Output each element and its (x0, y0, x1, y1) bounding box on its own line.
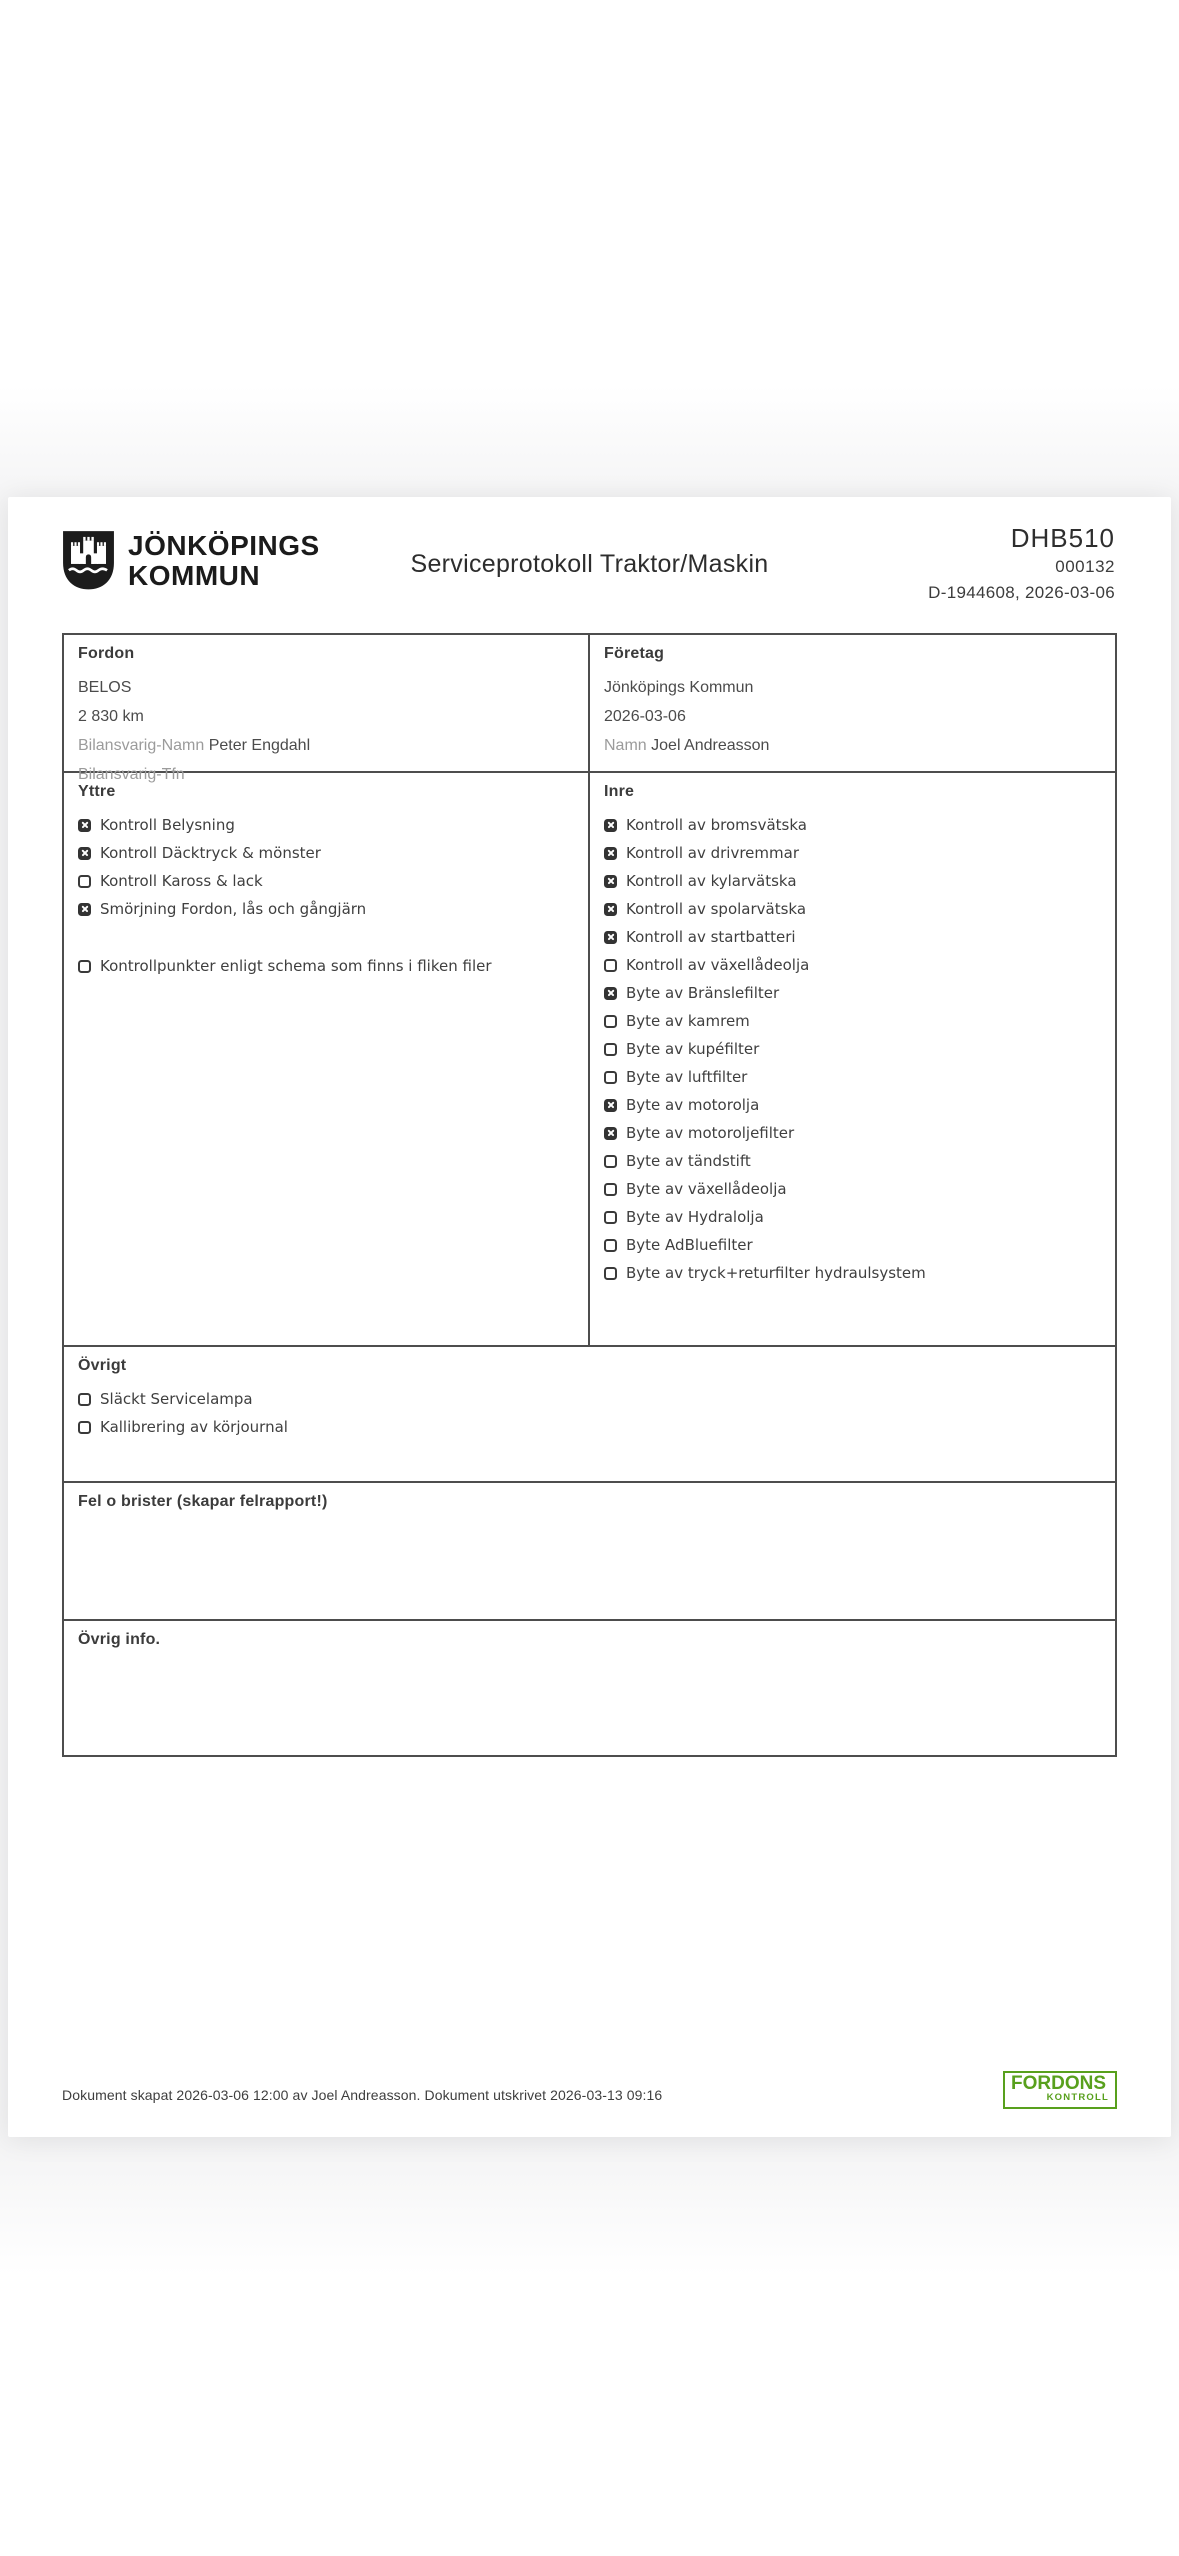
ovrigt-checklist (78, 1385, 1101, 1441)
fordonskontroll-logo (1003, 2071, 1117, 2109)
checklist-item (604, 811, 1101, 839)
fordonskontroll-logo-line1: FORDONS (1011, 2073, 1106, 2094)
checklist-item-label: Kallibrering av körjournal (100, 1418, 288, 1436)
checklist-item-label: Byte av Hydralolja (626, 1208, 764, 1226)
checkbox-checked-icon[interactable] (78, 903, 91, 916)
checklist-item (604, 1035, 1101, 1063)
foretag-section (588, 635, 1115, 771)
checklist-item-label: Byte av tändstift (626, 1152, 751, 1170)
checklist-item-label: Kontroll Kaross & lack (100, 872, 263, 890)
checkbox-checked-icon[interactable] (604, 987, 617, 1000)
checklist-item (604, 839, 1101, 867)
document-audit-note: Dokument skapat 2026-03-06 12:00 av Joel Andreasson. Dokument utskrivet 2026-03-13 09:16 (62, 2087, 663, 2103)
checklist-item-label: Kontroll av kylarvätska (626, 872, 797, 890)
checklist-item (78, 895, 574, 923)
document-number: 000132 (1055, 557, 1115, 576)
checklist-item (78, 1413, 1101, 1441)
checklist-item (78, 952, 574, 980)
checklist-item (604, 979, 1101, 1007)
ovrigt-row (64, 1345, 1115, 1481)
checklist-item-label: Smörjning Fordon, lås och gångjärn (100, 900, 367, 918)
checkbox-unchecked-icon[interactable] (604, 959, 617, 972)
checklist-item-label: Släckt Servicelampa (100, 1390, 253, 1408)
document-page (8, 497, 1171, 2137)
technician-name: Namn Joel Andreasson (604, 737, 770, 754)
checklist-item (604, 923, 1101, 951)
checkbox-unchecked-icon[interactable] (604, 1267, 617, 1280)
responsible-phone: Bilansvarig-Tfn (78, 766, 185, 783)
checklist-item (604, 1259, 1101, 1287)
checklist-item (604, 951, 1101, 979)
document-references (928, 523, 1115, 603)
checklists-row (64, 771, 1115, 1345)
vehicle-name: BELOS (78, 679, 132, 696)
checkbox-checked-icon[interactable] (604, 819, 617, 832)
vehicle-company-row (64, 635, 1115, 783)
fel-o-brister-section (64, 1483, 1115, 1619)
checklist-item-label: Byte AdBluefilter (626, 1236, 753, 1254)
checklist-item-label: Byte av Bränslefilter (626, 984, 780, 1002)
checklist-item-label: Kontroll Belysning (100, 816, 235, 834)
checkbox-checked-icon[interactable] (78, 819, 91, 832)
checklist-item-label: Kontroll av växellådeolja (626, 956, 810, 974)
checkbox-unchecked-icon[interactable] (604, 1183, 617, 1196)
protocol-table (62, 633, 1117, 1757)
checkbox-unchecked-icon[interactable] (604, 1015, 617, 1028)
checklist-item-label: Kontrollpunkter enligt schema som finns i fliken filer (100, 957, 492, 975)
checklist-item-label: Byte av motorolja (626, 1096, 760, 1114)
checkbox-unchecked-icon[interactable] (78, 960, 91, 973)
ovrig-info-section (64, 1621, 1115, 1755)
fel-o-brister-row (64, 1481, 1115, 1619)
fordonskontroll-logo-line2: KONTROLL (1046, 2092, 1109, 2103)
checklist-item (604, 1203, 1101, 1231)
checklist-item-label: Kontroll av startbatteri (626, 928, 796, 946)
ovrig-info-header: Övrig info. (78, 1631, 161, 1648)
checkbox-checked-icon[interactable] (604, 931, 617, 944)
checklist-item (604, 1091, 1101, 1119)
checkbox-unchecked-icon[interactable] (604, 1155, 617, 1168)
org-name-line1: JÖNKÖPINGS (128, 530, 320, 561)
checklist-item (604, 1063, 1101, 1091)
ovrig-info-row (64, 1619, 1115, 1755)
fel-o-brister-header: Fel o brister (skapar felrapport!) (78, 1493, 328, 1510)
checklist-item-label: Kontroll av spolarvätska (626, 900, 807, 918)
checklist-item-label: Byte av kupéfilter (626, 1040, 760, 1058)
page-title: Serviceprotokoll Traktor/Maskin (410, 550, 769, 578)
checklist-item (604, 1147, 1101, 1175)
checklist-item-label: Byte av kamrem (626, 1012, 750, 1030)
yttre-section (64, 773, 588, 1345)
checkbox-checked-icon[interactable] (604, 903, 617, 916)
responsible-person: Bilansvarig-Namn Peter Engdahl (78, 737, 311, 754)
checklist-item (604, 1175, 1101, 1203)
checklist-item-label: Byte av motoroljefilter (626, 1124, 795, 1142)
checkbox-checked-icon[interactable] (604, 847, 617, 860)
checklist-item (604, 895, 1101, 923)
checklist-item-label: Byte av tryck+returfilter hydraulsystem (626, 1264, 926, 1282)
checkbox-unchecked-icon[interactable] (604, 1043, 617, 1056)
checklist-item-label: Kontroll av bromsvätska (626, 816, 807, 834)
vehicle-registration: DHB510 (1010, 523, 1115, 553)
checkbox-checked-icon[interactable] (604, 1099, 617, 1112)
inre-section (588, 773, 1115, 1345)
yttre-checklist (78, 811, 574, 980)
checklist-item (78, 839, 574, 867)
inre-header: Inre (604, 783, 635, 800)
checklist-item (604, 1007, 1101, 1035)
checklist-item (78, 811, 574, 839)
checkbox-checked-icon[interactable] (604, 875, 617, 888)
checklist-item-label: Byte av luftfilter (626, 1068, 748, 1086)
fordon-header: Fordon (78, 645, 135, 662)
fordon-section (64, 635, 588, 783)
vehicle-mileage: 2 830 km (78, 708, 144, 725)
inre-checklist (604, 811, 1101, 1287)
org-name-line2: KOMMUN (128, 560, 261, 591)
checkbox-unchecked-icon[interactable] (78, 1421, 91, 1434)
checklist-item-label: Kontroll av drivremmar (626, 844, 799, 862)
checklist-item (78, 1385, 1101, 1413)
checklist-item-label: Kontroll Däcktryck & mönster (100, 844, 321, 862)
company-name: Jönköpings Kommun (604, 679, 754, 696)
checklist-item (604, 1119, 1101, 1147)
checkbox-unchecked-icon[interactable] (78, 875, 91, 888)
checklist-item (604, 1231, 1101, 1259)
checkbox-unchecked-icon[interactable] (604, 1211, 617, 1224)
checkbox-checked-icon[interactable] (604, 1127, 617, 1140)
ovrigt-section (64, 1347, 1115, 1481)
checkbox-unchecked-icon[interactable] (604, 1239, 617, 1252)
checkbox-unchecked-icon[interactable] (604, 1071, 617, 1084)
yttre-header: Yttre (78, 783, 116, 800)
checklist-item-label: Byte av växellådeolja (626, 1180, 787, 1198)
foretag-header: Företag (604, 645, 665, 662)
checklist-item (604, 867, 1101, 895)
ovrigt-header: Övrigt (78, 1357, 127, 1374)
document-id-date: D-1944608, 2026-03-06 (928, 583, 1115, 602)
service-date: 2026-03-06 (604, 708, 686, 725)
checkbox-checked-icon[interactable] (78, 847, 91, 860)
checkbox-unchecked-icon[interactable] (78, 1393, 91, 1406)
checklist-item (78, 867, 574, 895)
